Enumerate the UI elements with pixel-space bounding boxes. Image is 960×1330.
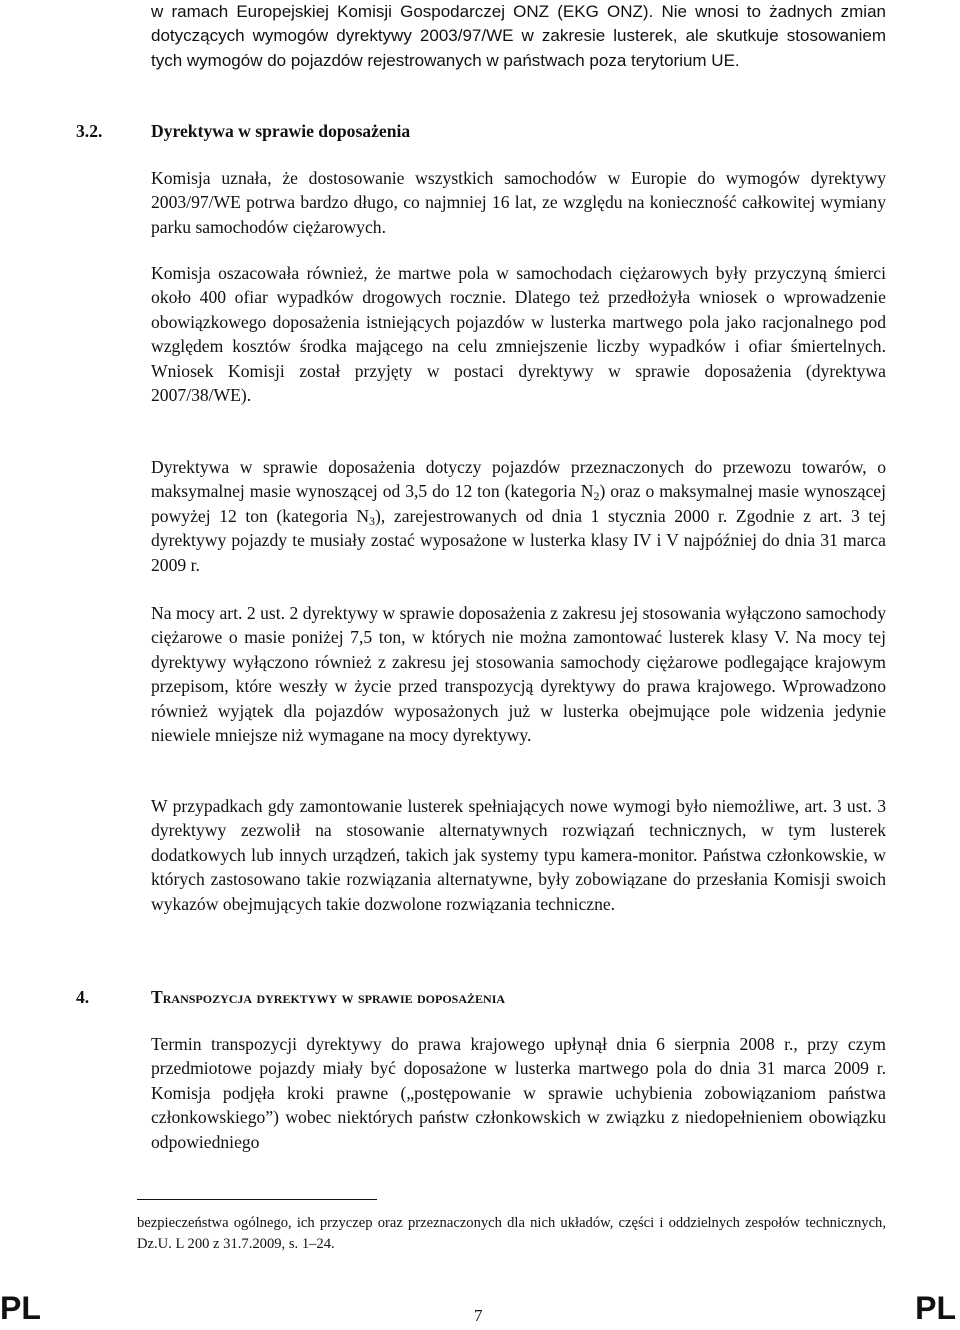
- language-code-right: PL: [915, 1290, 956, 1326]
- section-3-2-paragraph-4: Na mocy art. 2 ust. 2 dyrektywy w sprawie doposażenia z zakresu jej stosowania wyłączono samochody ciężarowe o masie poniżej 7,5 ton, w których nie można zamontować lusterek klasy V. Na mocy tej dyrektywy wyłączono również z zakresu jej stosowania samochody ciężarowe podlegające krajowym przepisom, które weszły w życie przed transpozycją dyrektywy do prawa krajowego. Wprowadzono również wyjątek dla pojazdów wyposażonych już w lusterka obejmujące pole widzenia jedynie niewiele mniejsze niż wymagane na mocy dyrektywy.: [151, 603, 886, 746]
- section-4-title: Transpozycja dyrektywy w sprawie doposażenia: [151, 987, 506, 1007]
- p3-part-1: Dyrektywa w sprawie doposażenia dotyczy pojazdów przeznaczonych do przewozu towarów, o maksymalnej masie wynoszącej od 3,5 do 12 ton (kategoria N: [151, 457, 886, 502]
- section-3-2-number: 3.2.: [76, 121, 103, 141]
- section-3-2-paragraph-3: [151, 455, 886, 577]
- page-number: 7: [474, 1306, 483, 1325]
- section-3-2-paragraph-5: W przypadkach gdy zamontowanie lusterek spełniających nowe wymogi było niemożliwe, art. 3 ust. 3 dyrektywy zezwolił na stosowanie alternatywnych rozwiązań technicznych, w tym lusterek dodatkowych lub innych urządzeń, takich jak systemy typu kamera-monitor. Państwa członkowskie, w których zastosowano takie rozwiązania alternatywne, były zobowiązane do przesłania Komisji swoich wykazów obejmujących takie dozwolone rozwiązania techniczne.: [151, 796, 886, 914]
- language-code-left: PL: [0, 1290, 41, 1326]
- p3-part-2: ) oraz o maksymalnej masie wynoszącej powyżej 12 ton (kategoria N: [151, 481, 886, 526]
- top-paragraph: w ramach Europejskiej Komisji Gospodarczej ONZ (EKG ONZ). Nie wnosi to żadnych zmian dotyczących wymogów dyrektywy 2003/97/WE w zakresie lusterek, ale skutkuje stosowaniem tych wymogów do pojazdów rejestrowanych w państwach poza terytorium UE.: [151, 2, 886, 70]
- p3-subscript-1: 2: [593, 489, 600, 504]
- footnote-text: bezpieczeństwa ogólnego, ich przyczep oraz przeznaczonych dla nich układów, części i oddzielnych zespołów technicznych, Dz.U. L 200 z 31.7.2009, s. 1–24.: [137, 1215, 886, 1252]
- p3-subscript-2: 3: [369, 513, 376, 528]
- section-3-2-paragraph-2: Komisja oszacowała również, że martwe pola w samochodach ciężarowych były przyczyną śmierci około 400 ofiar wypadków drogowych rocznie. Dlatego też przedłożyła wniosek o wprowadzenie obowiązkowego doposażenia istniejących pojazdów w lusterka martwego pola jako racjonalnego pod względem kosztów środka mającego na celu zmniejszenie liczby wypadków i ofiar śmiertelnych. Wniosek Komisji został przyjęty w postaci dyrektywy w sprawie doposażenia (dyrektywa 2007/38/WE).: [151, 263, 886, 406]
- section-4-number: 4.: [76, 987, 90, 1007]
- footnote-separator: [137, 1199, 377, 1200]
- section-3-2-title: Dyrektywa w sprawie doposażenia: [151, 121, 411, 141]
- section-3-2-paragraph-1: Komisja uznała, że dostosowanie wszystkich samochodów w Europie do wymogów dyrektywy 2003/97/WE potrwa bardzo długo, co najmniej 16 lat, ze względu na konieczność całkowitej wymiany parku samochodów ciężarowych.: [151, 168, 886, 237]
- section-4-paragraph-1: Termin transpozycji dyrektywy do prawa krajowego upłynął dnia 6 sierpnia 2008 r., przy czym przedmiotowe pojazdy miały być doposażone w lusterka martwego pola do dnia 31 marca 2009 r. Komisja podjęła kroki prawne („postępowanie w sprawie uchybienia zobowiązaniom państwa członkowskiego”) wobec niektórych państw członkowskich w związku z niedopełnieniem obowiązku odpowiedniego: [151, 1034, 886, 1152]
- p3-part-3: ), zarejestrowanych od dnia 1 stycznia 2000 r. Zgodnie z art. 3 tej dyrektywy pojazdy te musiały zostać wyposażone w lusterka klasy IV i V najpóźniej do dnia 31 marca 2009 r.: [151, 505, 886, 575]
